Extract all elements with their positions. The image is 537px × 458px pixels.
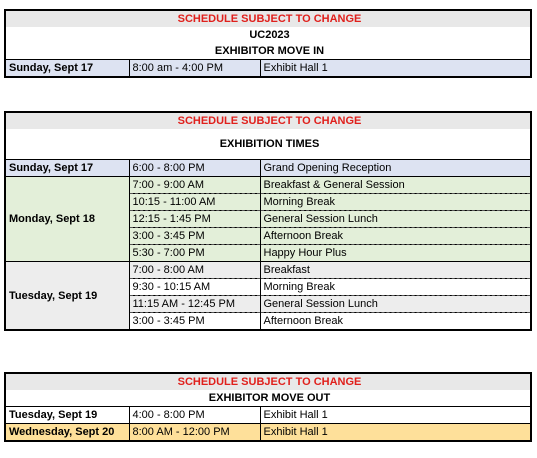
schedule-notice: SCHEDULE SUBJECT TO CHANGE xyxy=(6,11,530,27)
event-cell: Morning Break xyxy=(260,279,530,296)
time-cell: 4:00 - 8:00 PM xyxy=(129,407,260,424)
table-row xyxy=(6,160,530,177)
move-in-schedule xyxy=(4,9,532,78)
table-row xyxy=(6,60,530,77)
day-cell: Tuesday, Sept 19 xyxy=(6,407,129,424)
time-cell: 8:00 AM - 12:00 PM xyxy=(129,424,260,441)
event-cell: Afternoon Break xyxy=(260,313,530,330)
time-cell: 10:15 - 11:00 AM xyxy=(129,194,260,211)
schedule-notice: SCHEDULE SUBJECT TO CHANGE xyxy=(6,374,530,390)
time-cell: 11:15 AM - 12:45 PM xyxy=(129,296,260,313)
move-out-schedule xyxy=(4,372,532,442)
event-cell: Exhibit Hall 1 xyxy=(260,424,530,441)
event-cell: Breakfast & General Session xyxy=(260,177,530,194)
event-title: UC2023 xyxy=(6,27,530,43)
event-cell: Breakfast xyxy=(260,262,530,279)
time-cell: 7:00 - 8:00 AM xyxy=(129,262,260,279)
day-cell: Sunday, Sept 17 xyxy=(6,60,129,77)
day-cell: Wednesday, Sept 20 xyxy=(6,424,129,441)
table-row xyxy=(6,407,530,424)
event-cell: Morning Break xyxy=(260,194,530,211)
event-cell: General Session Lunch xyxy=(260,211,530,228)
time-cell: 12:15 - 1:45 PM xyxy=(129,211,260,228)
section-title: EXHIBITION TIMES xyxy=(6,129,530,160)
event-cell: Exhibit Hall 1 xyxy=(260,60,530,77)
event-cell: General Session Lunch xyxy=(260,296,530,313)
table-row xyxy=(6,424,530,441)
time-cell: 6:00 - 8:00 PM xyxy=(129,160,260,177)
table-row xyxy=(6,177,530,194)
day-cell: Sunday, Sept 17 xyxy=(6,160,129,177)
time-cell: 9:30 - 10:15 AM xyxy=(129,279,260,296)
event-cell: Exhibit Hall 1 xyxy=(260,407,530,424)
event-cell: Happy Hour Plus xyxy=(260,245,530,262)
table-row xyxy=(6,262,530,279)
exhibition-times-schedule xyxy=(4,111,532,331)
time-cell: 8:00 am - 4:00 PM xyxy=(129,60,260,77)
event-cell: Grand Opening Reception xyxy=(260,160,530,177)
time-cell: 3:00 - 3:45 PM xyxy=(129,228,260,245)
time-cell: 7:00 - 9:00 AM xyxy=(129,177,260,194)
day-cell: Monday, Sept 18 xyxy=(6,177,129,262)
section-title: EXHIBITOR MOVE OUT xyxy=(6,390,530,407)
schedule-notice: SCHEDULE SUBJECT TO CHANGE xyxy=(6,113,530,129)
time-cell: 3:00 - 3:45 PM xyxy=(129,313,260,330)
time-cell: 5:30 - 7:00 PM xyxy=(129,245,260,262)
section-title: EXHIBITOR MOVE IN xyxy=(6,43,530,60)
event-cell: Afternoon Break xyxy=(260,228,530,245)
day-cell: Tuesday, Sept 19 xyxy=(6,262,129,330)
